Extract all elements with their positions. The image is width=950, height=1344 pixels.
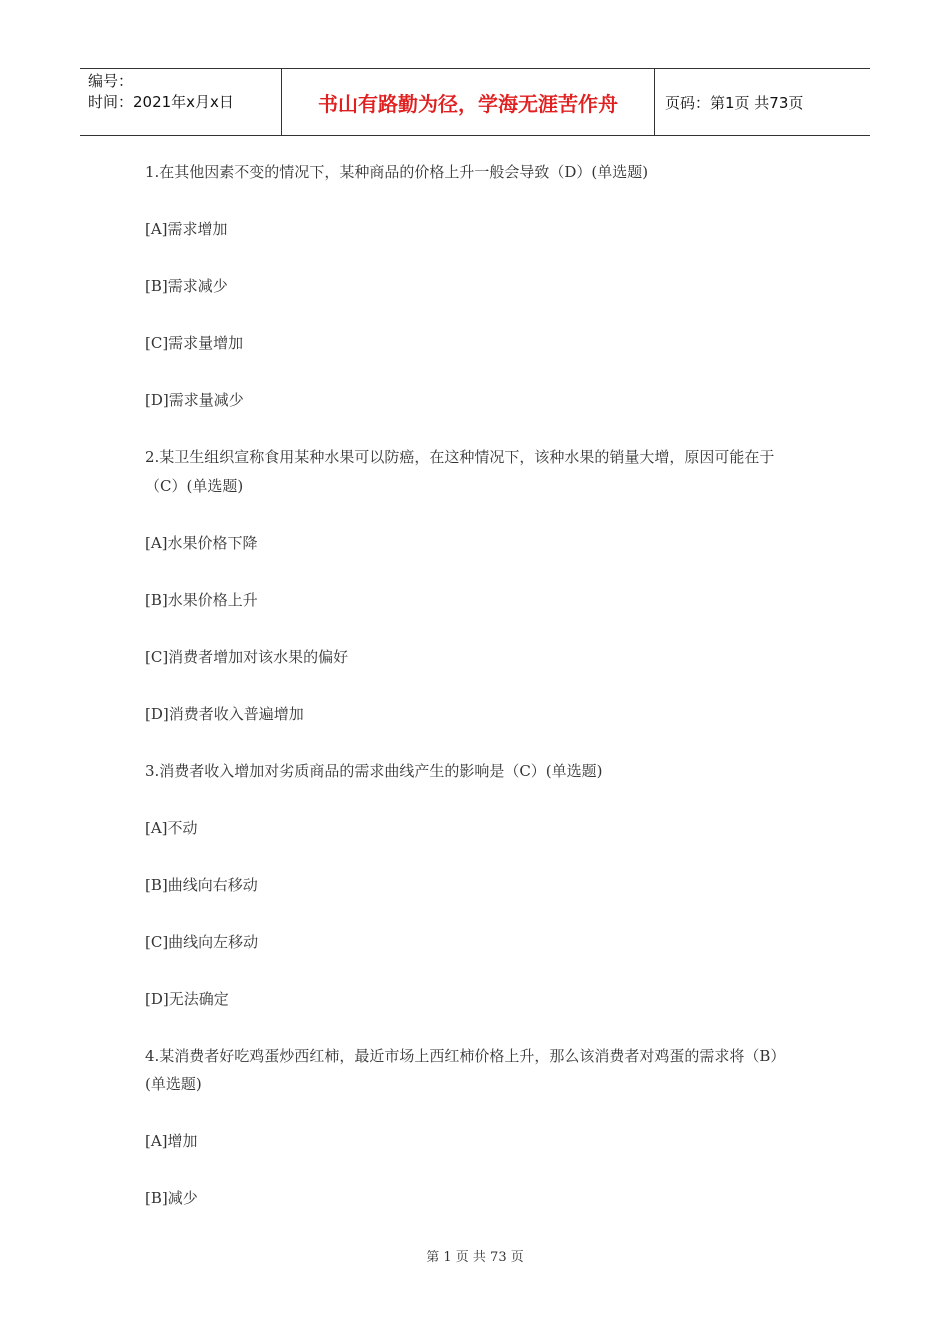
question-4-text: 4.某消费者好吃鸡蛋炒西红柿，最近市场上西红柿价格上升，那么该消费者对鸡蛋的需求将（B）(单选题): [145, 1046, 786, 1093]
question-1-text: 1.在其他因素不变的情况下，某种商品的价格上升一般会导致（D）(单选题): [145, 163, 649, 181]
page-footer: 第 1 页 共 73 页: [426, 1250, 524, 1265]
question-2-option-b: [B]水果价格上升: [145, 590, 258, 609]
question-3-text: 3.消费者收入增加对劣质商品的需求曲线产生的影响是（C）(单选题): [145, 761, 603, 780]
question-2-option-d: [D]消费者收入普遍增加: [145, 704, 304, 723]
question-2-option-c: [C]消费者增加对该水果的偏好: [145, 647, 349, 666]
question-3-option-b: [B]曲线向右移动: [145, 875, 258, 894]
question-1-option-a: [A]需求增加: [145, 220, 228, 238]
document-header: [80, 68, 870, 136]
question-2-option-a: [A]水果价格下降: [145, 533, 258, 552]
question-4-option-b: [B]减少: [145, 1189, 198, 1207]
question-list: [145, 158, 805, 1241]
question-1-option-d: [D]需求量减少: [145, 391, 244, 409]
header-meta: [80, 69, 282, 135]
time-label: 时间：2021年x月x日: [88, 93, 234, 111]
question-1-option-b: [B]需求减少: [145, 277, 228, 295]
question-3-option-c: [C]曲线向左移动: [145, 932, 259, 951]
question-2-text: 2.某卫生组织宣称食用某种水果可以防癌，在这种情况下，该种水果的销量大增，原因可能在于（C）(单选题): [145, 448, 775, 495]
question-1-option-c: [C]需求量增加: [145, 334, 244, 352]
question-3-option-a: [A]不动: [145, 818, 198, 837]
header-motto: 书山有路勤为径，学海无涯苦作舟: [282, 69, 655, 135]
question-3-option-d: [D]无法确定: [145, 989, 229, 1008]
number-label: 编号：: [88, 72, 134, 90]
header-page-info: 页码：第1页 共73页: [665, 93, 804, 112]
question-4-option-a: [A]增加: [145, 1132, 198, 1150]
